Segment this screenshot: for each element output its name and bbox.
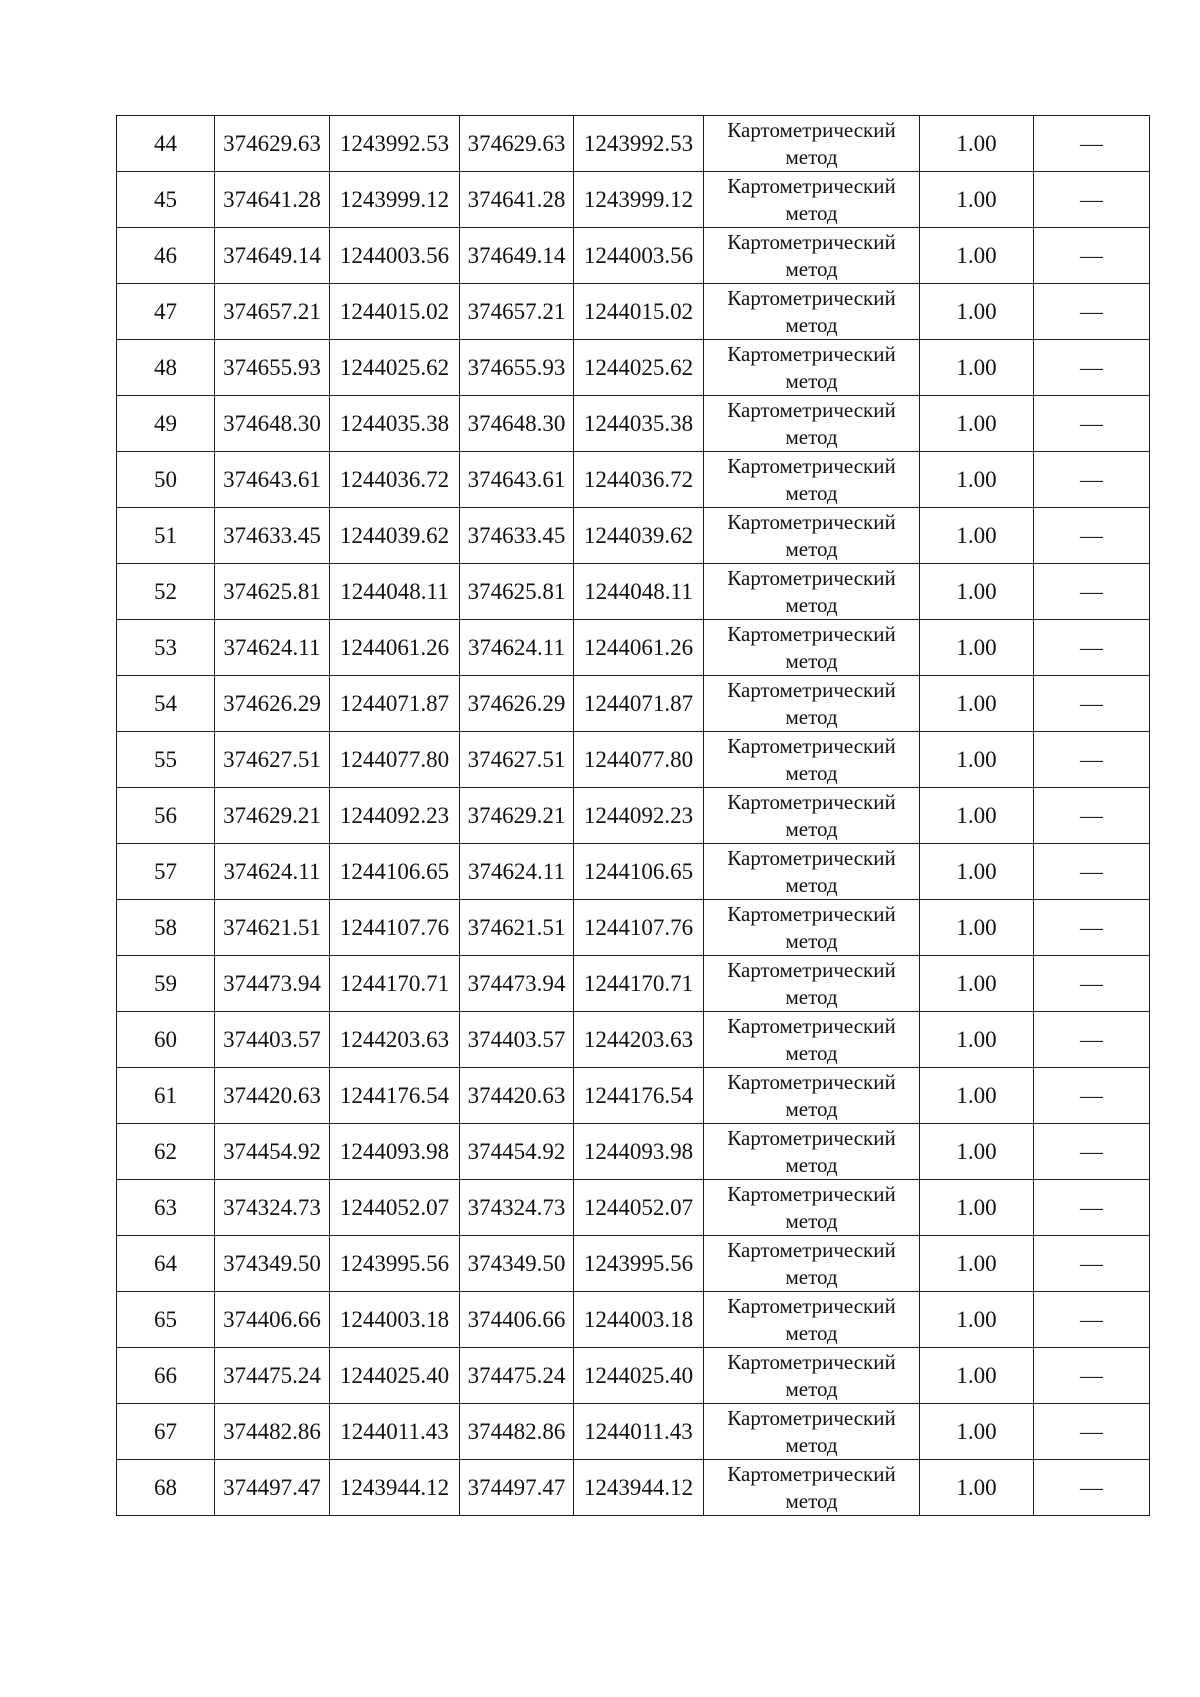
table-row: [117, 1068, 1150, 1124]
x-refined-cell: 374324.73: [460, 1180, 574, 1236]
table-row: [117, 844, 1150, 900]
point-number-cell: 49: [117, 396, 215, 452]
note-cell: —: [1034, 620, 1150, 676]
accuracy-cell: 1.00: [920, 1068, 1034, 1124]
method-line-1: Картометрический: [727, 1293, 896, 1318]
method-line-2: метод: [785, 760, 838, 785]
method-line-1: Картометрический: [727, 453, 896, 478]
method-cell: [704, 564, 920, 620]
table-row: [117, 732, 1150, 788]
x-refined-cell: 374406.66: [460, 1292, 574, 1348]
table-row: [117, 396, 1150, 452]
accuracy-cell: 1.00: [920, 1124, 1034, 1180]
method-cell: [704, 396, 920, 452]
table-row: [117, 1404, 1150, 1460]
method-cell: [704, 732, 920, 788]
table-row: [117, 900, 1150, 956]
y-refined-cell: 1244107.76: [574, 900, 704, 956]
accuracy-cell: 1.00: [920, 452, 1034, 508]
accuracy-cell: 1.00: [920, 1460, 1034, 1516]
note-cell: —: [1034, 900, 1150, 956]
note-cell: —: [1034, 1124, 1150, 1180]
table-row: [117, 956, 1150, 1012]
note-cell: —: [1034, 564, 1150, 620]
point-number-cell: 54: [117, 676, 215, 732]
x-existing-cell: 374497.47: [215, 1460, 330, 1516]
y-existing-cell: 1243992.53: [330, 116, 460, 172]
accuracy-cell: 1.00: [920, 340, 1034, 396]
x-existing-cell: 374649.14: [215, 228, 330, 284]
point-number-cell: 47: [117, 284, 215, 340]
x-existing-cell: 374621.51: [215, 900, 330, 956]
note-cell: —: [1034, 844, 1150, 900]
x-existing-cell: 374475.24: [215, 1348, 330, 1404]
note-cell: —: [1034, 1292, 1150, 1348]
note-cell: —: [1034, 1236, 1150, 1292]
x-refined-cell: 374621.51: [460, 900, 574, 956]
method-cell: [704, 1124, 920, 1180]
table-row: [117, 564, 1150, 620]
method-line-2: метод: [785, 928, 838, 953]
point-number-cell: 57: [117, 844, 215, 900]
x-refined-cell: 374633.45: [460, 508, 574, 564]
x-existing-cell: 374473.94: [215, 956, 330, 1012]
y-refined-cell: 1244170.71: [574, 956, 704, 1012]
x-refined-cell: 374648.30: [460, 396, 574, 452]
accuracy-cell: 1.00: [920, 1348, 1034, 1404]
y-refined-cell: 1244203.63: [574, 1012, 704, 1068]
x-refined-cell: 374629.63: [460, 116, 574, 172]
method-line-2: метод: [785, 816, 838, 841]
y-existing-cell: 1244106.65: [330, 844, 460, 900]
point-number-cell: 62: [117, 1124, 215, 1180]
method-cell: [704, 676, 920, 732]
coordinates-table: [116, 115, 1150, 1516]
note-cell: —: [1034, 676, 1150, 732]
point-number-cell: 56: [117, 788, 215, 844]
method-cell: [704, 1348, 920, 1404]
method-line-1: Картометрический: [727, 733, 896, 758]
accuracy-cell: 1.00: [920, 788, 1034, 844]
method-line-2: метод: [785, 1320, 838, 1345]
x-refined-cell: 374649.14: [460, 228, 574, 284]
method-line-2: метод: [785, 1432, 838, 1457]
method-line-1: Картометрический: [727, 565, 896, 590]
x-refined-cell: 374475.24: [460, 1348, 574, 1404]
table-row: [117, 788, 1150, 844]
y-refined-cell: 1243944.12: [574, 1460, 704, 1516]
x-refined-cell: 374420.63: [460, 1068, 574, 1124]
x-existing-cell: 374629.21: [215, 788, 330, 844]
y-refined-cell: 1244093.98: [574, 1124, 704, 1180]
y-refined-cell: 1243995.56: [574, 1236, 704, 1292]
x-existing-cell: 374625.81: [215, 564, 330, 620]
method-line-1: Картометрический: [727, 1069, 896, 1094]
method-line-1: Картометрический: [727, 1349, 896, 1374]
y-refined-cell: 1244015.02: [574, 284, 704, 340]
method-line-2: метод: [785, 592, 838, 617]
note-cell: —: [1034, 340, 1150, 396]
y-existing-cell: 1244025.40: [330, 1348, 460, 1404]
method-cell: [704, 788, 920, 844]
accuracy-cell: 1.00: [920, 172, 1034, 228]
y-refined-cell: 1244052.07: [574, 1180, 704, 1236]
method-line-1: Картометрический: [727, 1237, 896, 1262]
x-refined-cell: 374641.28: [460, 172, 574, 228]
x-refined-cell: 374624.11: [460, 620, 574, 676]
point-number-cell: 53: [117, 620, 215, 676]
x-refined-cell: 374625.81: [460, 564, 574, 620]
note-cell: —: [1034, 228, 1150, 284]
table-row: [117, 1012, 1150, 1068]
y-refined-cell: 1244003.56: [574, 228, 704, 284]
table-row: [117, 172, 1150, 228]
table-row: [117, 620, 1150, 676]
accuracy-cell: 1.00: [920, 1404, 1034, 1460]
accuracy-cell: 1.00: [920, 1180, 1034, 1236]
x-refined-cell: 374627.51: [460, 732, 574, 788]
point-number-cell: 64: [117, 1236, 215, 1292]
accuracy-cell: 1.00: [920, 228, 1034, 284]
accuracy-cell: 1.00: [920, 620, 1034, 676]
accuracy-cell: 1.00: [920, 732, 1034, 788]
note-cell: —: [1034, 284, 1150, 340]
table-row: [117, 508, 1150, 564]
y-refined-cell: 1244048.11: [574, 564, 704, 620]
x-refined-cell: 374626.29: [460, 676, 574, 732]
accuracy-cell: 1.00: [920, 564, 1034, 620]
method-line-1: Картометрический: [727, 285, 896, 310]
point-number-cell: 45: [117, 172, 215, 228]
y-refined-cell: 1243992.53: [574, 116, 704, 172]
x-existing-cell: 374624.11: [215, 844, 330, 900]
method-cell: [704, 452, 920, 508]
point-number-cell: 60: [117, 1012, 215, 1068]
accuracy-cell: 1.00: [920, 956, 1034, 1012]
accuracy-cell: 1.00: [920, 284, 1034, 340]
method-line-2: метод: [785, 1208, 838, 1233]
table-row: [117, 1460, 1150, 1516]
method-cell: [704, 228, 920, 284]
method-cell: [704, 1236, 920, 1292]
x-existing-cell: 374324.73: [215, 1180, 330, 1236]
table-row: [117, 452, 1150, 508]
method-line-1: Картометрический: [727, 901, 896, 926]
y-existing-cell: 1244077.80: [330, 732, 460, 788]
method-cell: [704, 956, 920, 1012]
y-existing-cell: 1244061.26: [330, 620, 460, 676]
method-cell: [704, 1404, 920, 1460]
method-cell: [704, 620, 920, 676]
x-existing-cell: 374643.61: [215, 452, 330, 508]
y-existing-cell: 1244003.18: [330, 1292, 460, 1348]
table-row: [117, 1124, 1150, 1180]
method-cell: [704, 116, 920, 172]
point-number-cell: 65: [117, 1292, 215, 1348]
method-line-1: Картометрический: [727, 621, 896, 646]
y-existing-cell: 1244203.63: [330, 1012, 460, 1068]
y-existing-cell: 1244039.62: [330, 508, 460, 564]
accuracy-cell: 1.00: [920, 900, 1034, 956]
method-line-2: метод: [785, 1152, 838, 1177]
method-line-2: метод: [785, 1264, 838, 1289]
method-line-1: Картометрический: [727, 789, 896, 814]
x-refined-cell: 374629.21: [460, 788, 574, 844]
method-cell: [704, 1012, 920, 1068]
point-number-cell: 67: [117, 1404, 215, 1460]
y-existing-cell: 1243999.12: [330, 172, 460, 228]
point-number-cell: 61: [117, 1068, 215, 1124]
point-number-cell: 50: [117, 452, 215, 508]
x-refined-cell: 374454.92: [460, 1124, 574, 1180]
y-refined-cell: 1244011.43: [574, 1404, 704, 1460]
method-line-1: Картометрический: [727, 117, 896, 142]
y-refined-cell: 1244025.62: [574, 340, 704, 396]
y-refined-cell: 1244176.54: [574, 1068, 704, 1124]
y-existing-cell: 1244170.71: [330, 956, 460, 1012]
y-existing-cell: 1243995.56: [330, 1236, 460, 1292]
table-row: [117, 340, 1150, 396]
method-cell: [704, 508, 920, 564]
method-cell: [704, 340, 920, 396]
point-number-cell: 55: [117, 732, 215, 788]
x-existing-cell: 374627.51: [215, 732, 330, 788]
method-line-1: Картометрический: [727, 1405, 896, 1430]
x-refined-cell: 374643.61: [460, 452, 574, 508]
x-existing-cell: 374624.11: [215, 620, 330, 676]
y-refined-cell: 1244035.38: [574, 396, 704, 452]
note-cell: —: [1034, 172, 1150, 228]
point-number-cell: 51: [117, 508, 215, 564]
y-refined-cell: 1244003.18: [574, 1292, 704, 1348]
y-existing-cell: 1244093.98: [330, 1124, 460, 1180]
x-existing-cell: 374641.28: [215, 172, 330, 228]
accuracy-cell: 1.00: [920, 116, 1034, 172]
x-existing-cell: 374655.93: [215, 340, 330, 396]
accuracy-cell: 1.00: [920, 1012, 1034, 1068]
note-cell: —: [1034, 396, 1150, 452]
y-existing-cell: 1244011.43: [330, 1404, 460, 1460]
y-existing-cell: 1244052.07: [330, 1180, 460, 1236]
x-existing-cell: 374349.50: [215, 1236, 330, 1292]
method-line-2: метод: [785, 368, 838, 393]
note-cell: —: [1034, 116, 1150, 172]
method-line-1: Картометрический: [727, 173, 896, 198]
method-line-2: метод: [785, 536, 838, 561]
x-refined-cell: 374497.47: [460, 1460, 574, 1516]
y-existing-cell: 1244092.23: [330, 788, 460, 844]
method-line-2: метод: [785, 424, 838, 449]
x-refined-cell: 374473.94: [460, 956, 574, 1012]
point-number-cell: 44: [117, 116, 215, 172]
method-cell: [704, 1292, 920, 1348]
y-refined-cell: 1244106.65: [574, 844, 704, 900]
y-existing-cell: 1244035.38: [330, 396, 460, 452]
note-cell: —: [1034, 1068, 1150, 1124]
method-line-2: метод: [785, 984, 838, 1009]
method-line-2: метод: [785, 648, 838, 673]
x-refined-cell: 374482.86: [460, 1404, 574, 1460]
x-existing-cell: 374626.29: [215, 676, 330, 732]
x-existing-cell: 374482.86: [215, 1404, 330, 1460]
x-refined-cell: 374624.11: [460, 844, 574, 900]
y-existing-cell: 1244071.87: [330, 676, 460, 732]
y-refined-cell: 1244025.40: [574, 1348, 704, 1404]
table-row: [117, 1236, 1150, 1292]
y-existing-cell: 1244003.56: [330, 228, 460, 284]
note-cell: —: [1034, 732, 1150, 788]
table-row: [117, 228, 1150, 284]
method-line-2: метод: [785, 144, 838, 169]
method-line-1: Картометрический: [727, 1013, 896, 1038]
point-number-cell: 68: [117, 1460, 215, 1516]
x-refined-cell: 374403.57: [460, 1012, 574, 1068]
y-existing-cell: 1244036.72: [330, 452, 460, 508]
y-existing-cell: 1244015.02: [330, 284, 460, 340]
method-line-2: метод: [785, 872, 838, 897]
x-existing-cell: 374657.21: [215, 284, 330, 340]
method-cell: [704, 284, 920, 340]
y-refined-cell: 1244071.87: [574, 676, 704, 732]
y-existing-cell: 1244107.76: [330, 900, 460, 956]
y-existing-cell: 1243944.12: [330, 1460, 460, 1516]
point-number-cell: 58: [117, 900, 215, 956]
table-row: [117, 676, 1150, 732]
method-line-1: Картометрический: [727, 1125, 896, 1150]
y-existing-cell: 1244176.54: [330, 1068, 460, 1124]
accuracy-cell: 1.00: [920, 1292, 1034, 1348]
accuracy-cell: 1.00: [920, 396, 1034, 452]
x-existing-cell: 374454.92: [215, 1124, 330, 1180]
table-row: [117, 1292, 1150, 1348]
x-existing-cell: 374403.57: [215, 1012, 330, 1068]
x-existing-cell: 374648.30: [215, 396, 330, 452]
method-line-2: метод: [785, 1096, 838, 1121]
x-existing-cell: 374406.66: [215, 1292, 330, 1348]
method-line-1: Картометрический: [727, 1181, 896, 1206]
accuracy-cell: 1.00: [920, 676, 1034, 732]
accuracy-cell: 1.00: [920, 844, 1034, 900]
note-cell: —: [1034, 1348, 1150, 1404]
method-line-2: метод: [785, 312, 838, 337]
table-row: [117, 116, 1150, 172]
method-line-2: метод: [785, 200, 838, 225]
y-refined-cell: 1244039.62: [574, 508, 704, 564]
point-number-cell: 46: [117, 228, 215, 284]
method-cell: [704, 1180, 920, 1236]
method-cell: [704, 844, 920, 900]
accuracy-cell: 1.00: [920, 508, 1034, 564]
point-number-cell: 48: [117, 340, 215, 396]
y-refined-cell: 1244061.26: [574, 620, 704, 676]
note-cell: —: [1034, 788, 1150, 844]
note-cell: —: [1034, 1180, 1150, 1236]
y-refined-cell: 1244036.72: [574, 452, 704, 508]
method-line-1: Картометрический: [727, 509, 896, 534]
method-line-1: Картометрический: [727, 845, 896, 870]
x-existing-cell: 374420.63: [215, 1068, 330, 1124]
note-cell: —: [1034, 508, 1150, 564]
accuracy-cell: 1.00: [920, 1236, 1034, 1292]
method-line-1: Картометрический: [727, 677, 896, 702]
note-cell: —: [1034, 1404, 1150, 1460]
y-refined-cell: 1244092.23: [574, 788, 704, 844]
method-line-2: метод: [785, 704, 838, 729]
point-number-cell: 59: [117, 956, 215, 1012]
method-line-1: Картометрический: [727, 229, 896, 254]
method-line-1: Картометрический: [727, 1461, 896, 1486]
point-number-cell: 66: [117, 1348, 215, 1404]
method-cell: [704, 1068, 920, 1124]
method-line-2: метод: [785, 1488, 838, 1513]
note-cell: —: [1034, 956, 1150, 1012]
method-line-2: метод: [785, 480, 838, 505]
table-row: [117, 284, 1150, 340]
y-existing-cell: 1244048.11: [330, 564, 460, 620]
y-refined-cell: 1243999.12: [574, 172, 704, 228]
method-line-2: метод: [785, 256, 838, 281]
table-row: [117, 1348, 1150, 1404]
table-body: [117, 116, 1150, 1516]
x-refined-cell: 374655.93: [460, 340, 574, 396]
y-refined-cell: 1244077.80: [574, 732, 704, 788]
x-existing-cell: 374629.63: [215, 116, 330, 172]
point-number-cell: 63: [117, 1180, 215, 1236]
y-existing-cell: 1244025.62: [330, 340, 460, 396]
method-line-1: Картометрический: [727, 397, 896, 422]
note-cell: —: [1034, 452, 1150, 508]
method-line-2: метод: [785, 1040, 838, 1065]
table-row: [117, 1180, 1150, 1236]
method-line-2: метод: [785, 1376, 838, 1401]
x-refined-cell: 374657.21: [460, 284, 574, 340]
method-line-1: Картометрический: [727, 957, 896, 982]
note-cell: —: [1034, 1460, 1150, 1516]
point-number-cell: 52: [117, 564, 215, 620]
method-cell: [704, 172, 920, 228]
x-existing-cell: 374633.45: [215, 508, 330, 564]
method-cell: [704, 900, 920, 956]
method-cell: [704, 1460, 920, 1516]
method-line-1: Картометрический: [727, 341, 896, 366]
note-cell: —: [1034, 1012, 1150, 1068]
x-refined-cell: 374349.50: [460, 1236, 574, 1292]
